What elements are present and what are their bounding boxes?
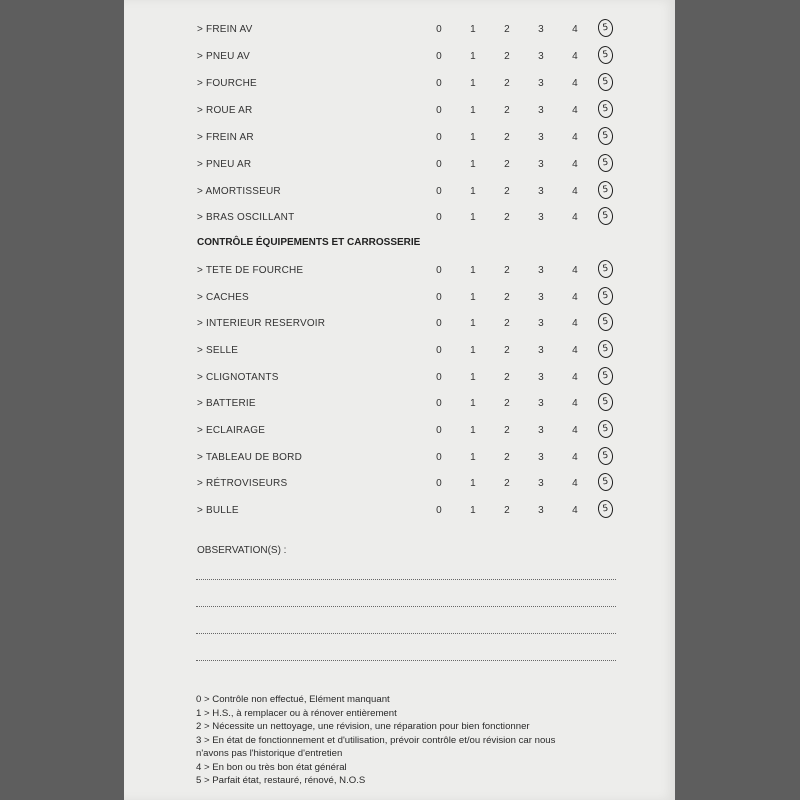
score-option-2: 2 [504,398,510,409]
score-option-4: 4 [572,186,578,197]
score-option-3: 3 [538,478,544,489]
score-option-3: 3 [538,265,544,276]
score-option-4: 4 [572,24,578,35]
score-option-0: 0 [436,78,442,89]
circled-score-mark: 5 [597,45,614,65]
legend-line: 5 > Parfait état, restauré, rénové, N.O.S [196,775,366,786]
item-label: > CACHES [197,292,249,303]
score-option-1: 1 [470,318,476,329]
score-option-2: 2 [504,186,510,197]
item-label: > BRAS OSCILLANT [197,212,295,223]
item-label: > ECLAIRAGE [197,425,266,436]
score-option-3: 3 [538,51,544,62]
item-label: > PNEU AV [197,51,251,62]
item-label: > CLIGNOTANTS [197,372,279,383]
score-option-3: 3 [538,425,544,436]
score-option-4: 4 [572,265,578,276]
score-option-2: 2 [504,105,510,116]
rating-legend [196,693,626,788]
score-option-1: 1 [470,51,476,62]
observation-line [196,660,616,662]
item-label: > RÉTROVISEURS [197,478,288,489]
score-option-0: 0 [436,132,442,143]
circled-score-mark: 5 [597,499,614,519]
score-option-4: 4 [572,372,578,383]
score-option-3: 3 [538,505,544,516]
score-option-2: 2 [504,51,510,62]
score-option-1: 1 [470,478,476,489]
score-option-0: 0 [436,51,442,62]
score-option-2: 2 [504,478,510,489]
score-option-0: 0 [436,372,442,383]
score-option-0: 0 [436,478,442,489]
score-option-2: 2 [504,265,510,276]
score-option-0: 0 [436,398,442,409]
score-option-1: 1 [470,265,476,276]
score-option-4: 4 [572,212,578,223]
item-label: > ROUE AR [197,105,253,116]
score-option-1: 1 [470,345,476,356]
circled-score-mark: 5 [597,419,614,439]
score-option-1: 1 [470,159,476,170]
score-option-1: 1 [470,372,476,383]
score-option-3: 3 [538,212,544,223]
legend-line: 4 > En bon ou très bon état général [196,761,347,773]
score-option-4: 4 [572,398,578,409]
item-label: > FREIN AV [197,24,253,35]
observation-line [196,579,616,581]
circled-score-mark: 5 [597,472,614,492]
score-option-2: 2 [504,425,510,436]
circled-score-mark: 5 [597,18,614,38]
score-option-1: 1 [470,505,476,516]
score-option-4: 4 [572,51,578,62]
score-option-3: 3 [538,105,544,116]
circled-score-mark: 5 [597,153,614,173]
item-label: > TABLEAU DE BORD [197,452,303,463]
legend-line: 3 > En état de fonctionnement et d'utilisation, prévoir contrôle et/ou révision car nous [196,734,556,746]
score-option-0: 0 [436,452,442,463]
circled-score-mark: 5 [597,286,614,306]
score-option-0: 0 [436,292,442,303]
score-option-2: 2 [504,24,510,35]
circled-score-mark: 5 [597,126,614,146]
score-option-1: 1 [470,186,476,197]
score-option-1: 1 [470,292,476,303]
legend-line: n'avons pas l'historique d'entretien [196,748,343,759]
score-option-0: 0 [436,212,442,223]
score-option-4: 4 [572,345,578,356]
item-label: > SELLE [197,345,239,356]
circled-score-mark: 5 [597,72,614,92]
item-label: > TETE DE FOURCHE [197,265,304,276]
score-option-4: 4 [572,159,578,170]
score-option-1: 1 [470,132,476,143]
score-option-2: 2 [504,318,510,329]
score-option-3: 3 [538,318,544,329]
circled-score-mark: 5 [597,312,614,332]
score-option-2: 2 [504,292,510,303]
observation-line [196,633,616,635]
item-label: > FOURCHE [197,78,257,89]
score-option-3: 3 [538,398,544,409]
item-label: > PNEU AR [197,159,252,170]
score-option-0: 0 [436,24,442,35]
score-option-1: 1 [470,212,476,223]
score-option-3: 3 [538,186,544,197]
item-label: > AMORTISSEUR [197,186,281,197]
score-option-2: 2 [504,452,510,463]
circled-score-mark: 5 [597,366,614,386]
item-label: > INTERIEUR RESERVOIR [197,318,326,329]
score-option-1: 1 [470,78,476,89]
score-option-1: 1 [470,24,476,35]
circled-score-mark: 5 [597,206,614,226]
circled-score-mark: 5 [597,259,614,279]
score-option-0: 0 [436,186,442,197]
score-option-1: 1 [470,105,476,116]
score-option-4: 4 [572,132,578,143]
score-option-4: 4 [572,78,578,89]
score-option-3: 3 [538,159,544,170]
score-option-4: 4 [572,292,578,303]
score-option-1: 1 [470,452,476,463]
score-option-4: 4 [572,505,578,516]
observations-label: OBSERVATION(S) : [197,545,287,556]
circled-score-mark: 5 [597,99,614,119]
score-option-1: 1 [470,398,476,409]
score-option-3: 3 [538,132,544,143]
score-option-0: 0 [436,345,442,356]
item-label: > FREIN AR [197,132,254,143]
score-option-4: 4 [572,478,578,489]
legend-line: 1 > H.S., à remplacer ou à rénover entièrement [196,707,397,719]
circled-score-mark: 5 [597,446,614,466]
score-option-0: 0 [436,318,442,329]
score-option-0: 0 [436,265,442,276]
score-option-0: 0 [436,425,442,436]
score-option-2: 2 [504,159,510,170]
score-option-2: 2 [504,132,510,143]
score-option-4: 4 [572,452,578,463]
score-option-3: 3 [538,345,544,356]
legend-line: 2 > Nécessite un nettoyage, une révision, une réparation pour bien fonctionner [196,721,530,732]
score-option-1: 1 [470,425,476,436]
section-title: CONTRÔLE ÉQUIPEMENTS ET CARROSSERIE [197,237,421,248]
score-option-3: 3 [538,372,544,383]
item-label: > BATTERIE [197,398,256,409]
score-option-3: 3 [538,292,544,303]
score-option-4: 4 [572,105,578,116]
score-option-0: 0 [436,105,442,116]
score-option-3: 3 [538,24,544,35]
score-option-2: 2 [504,212,510,223]
score-option-3: 3 [538,78,544,89]
circled-score-mark: 5 [597,392,614,412]
circled-score-mark: 5 [597,339,614,359]
score-option-0: 0 [436,505,442,516]
score-option-2: 2 [504,345,510,356]
score-option-4: 4 [572,425,578,436]
score-option-2: 2 [504,505,510,516]
score-option-2: 2 [504,372,510,383]
legend-line: 0 > Contrôle non effectué, Elément manquant [196,694,390,705]
score-option-4: 4 [572,318,578,329]
observation-line [196,606,616,608]
score-option-3: 3 [538,452,544,463]
score-option-0: 0 [436,159,442,170]
score-option-2: 2 [504,78,510,89]
item-label: > BULLE [197,505,239,516]
circled-score-mark: 5 [597,180,614,200]
